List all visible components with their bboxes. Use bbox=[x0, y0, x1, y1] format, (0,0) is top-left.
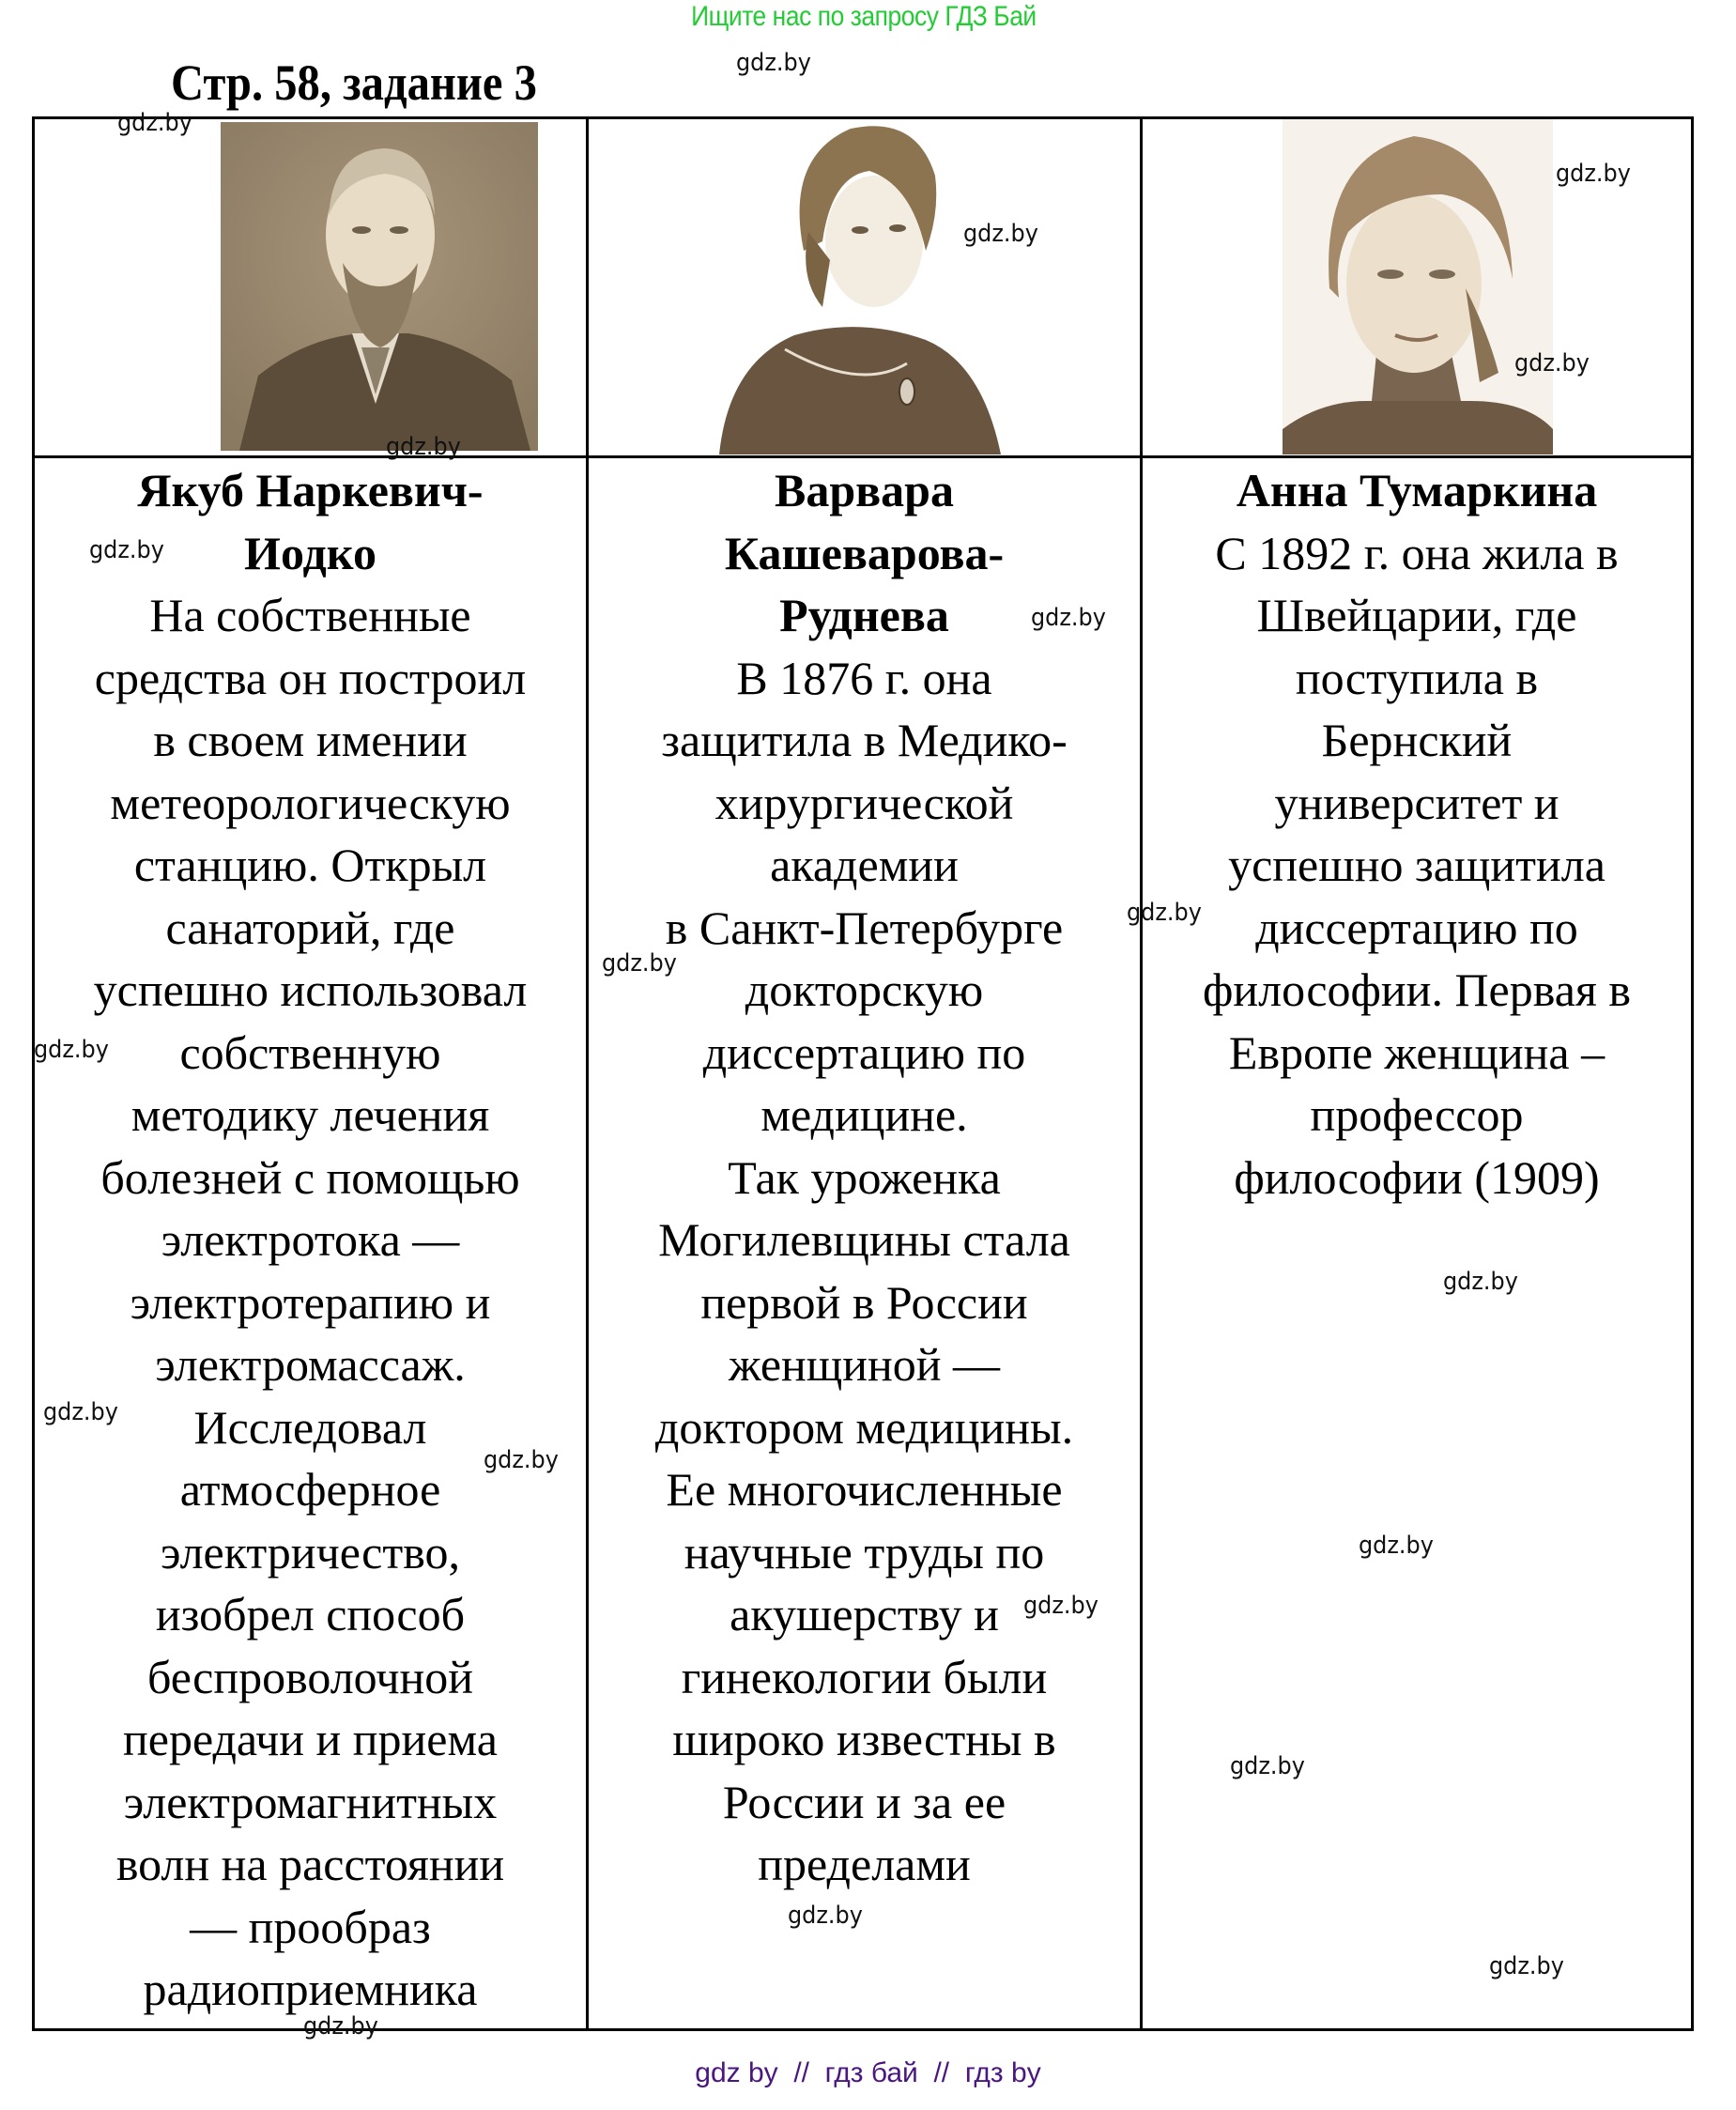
promo-banner bbox=[0, 0, 1736, 34]
portrait-photo-3 bbox=[1283, 119, 1553, 454]
watermark: gdz.by bbox=[1031, 604, 1106, 632]
watermark: gdz.by bbox=[1127, 899, 1202, 927]
bio-line: электричество, bbox=[161, 1525, 460, 1579]
bio-line: волн на расстоянии bbox=[115, 1838, 505, 1890]
portrait-young-woman-image bbox=[1283, 119, 1553, 454]
bio-line: В 1876 г. она bbox=[736, 651, 992, 704]
watermark: gdz.by bbox=[1556, 160, 1631, 188]
bio-line: научные труды по bbox=[684, 1525, 1045, 1579]
bio-line: университет и bbox=[1274, 776, 1559, 829]
bio-line: докторскую bbox=[745, 963, 984, 1016]
watermark: gdz.by bbox=[117, 109, 192, 137]
bio-line: медицине. bbox=[760, 1088, 968, 1141]
bio-line: На собственные bbox=[149, 589, 471, 641]
bio-line: станцию. Открыл bbox=[133, 839, 487, 891]
watermark: gdz.by bbox=[1514, 349, 1590, 377]
watermark: gdz.by bbox=[43, 1398, 118, 1426]
watermark: gdz.by bbox=[34, 1036, 109, 1064]
bio-line: Могилевщины стала bbox=[658, 1213, 1070, 1266]
bio-line: беспроволочной bbox=[146, 1650, 474, 1703]
watermark: gdz.by bbox=[89, 536, 164, 564]
bio-line: радиоприемника bbox=[143, 1963, 478, 2015]
bio-line: санаторий, где bbox=[165, 901, 455, 954]
bio-line: гинекологии были bbox=[681, 1650, 1048, 1703]
bio-line: профессор bbox=[1310, 1088, 1524, 1141]
bio-line: философии. Первая в bbox=[1202, 963, 1631, 1016]
bio-line: в Санкт-Петербурге bbox=[665, 901, 1064, 954]
bio-line: успешно защитила bbox=[1228, 839, 1605, 891]
bio-line: Бернский bbox=[1321, 714, 1513, 766]
watermark: gdz.by bbox=[736, 49, 811, 77]
person-name-line: Кашеварова- bbox=[724, 526, 1005, 579]
bio-line: поступила в bbox=[1295, 651, 1539, 704]
bio-line: собственную bbox=[179, 1025, 441, 1079]
bio-line: С 1892 г. она жила в bbox=[1215, 526, 1619, 579]
bio-line: пределами bbox=[758, 1838, 971, 1890]
bio-line: успешно использовал bbox=[93, 963, 528, 1016]
bio-line: женщиной — bbox=[728, 1338, 1001, 1391]
bio-line: широко известны в bbox=[672, 1713, 1056, 1765]
portrait-photo-1 bbox=[221, 122, 538, 451]
biography-cell-1 bbox=[35, 459, 586, 2028]
watermark: gdz.by bbox=[1023, 1592, 1098, 1620]
bio-line: метеорологическую bbox=[110, 776, 511, 829]
bio-line: изобрел способ bbox=[155, 1588, 466, 1640]
person-name-line: Якуб Наркевич- bbox=[137, 464, 484, 516]
row-divider bbox=[35, 455, 1691, 458]
watermark: gdz.by bbox=[963, 220, 1038, 248]
bio-line: акушерству и bbox=[730, 1588, 999, 1640]
biography-table bbox=[32, 116, 1694, 2031]
watermark: gdz.by bbox=[386, 433, 461, 461]
bio-line: болезней с помощью bbox=[100, 1150, 520, 1204]
watermark: gdz.by bbox=[602, 949, 677, 978]
biography-cell-2 bbox=[589, 459, 1140, 2028]
footer-links: gdz by // гдз бай // гдз by bbox=[695, 2057, 1041, 2088]
watermark: gdz.by bbox=[1230, 1752, 1305, 1780]
biography-cell-3 bbox=[1143, 459, 1691, 2028]
bio-line: диссертацию по bbox=[702, 1025, 1026, 1079]
bio-line: Швейцарии, где bbox=[1256, 589, 1577, 641]
bio-line: академии bbox=[770, 839, 959, 891]
bio-line: электромассаж. bbox=[155, 1338, 466, 1391]
page-title: Стр. 58, задание 3 bbox=[171, 54, 537, 111]
person-name-line: Варвара bbox=[775, 464, 954, 516]
watermark: gdz.by bbox=[1359, 1532, 1434, 1560]
watermark: gdz.by bbox=[484, 1446, 559, 1474]
watermark: gdz.by bbox=[1443, 1268, 1518, 1296]
bio-line: средства он построил bbox=[94, 651, 527, 704]
person-name-line: Иодко bbox=[244, 526, 376, 579]
bio-line: атмосферное bbox=[179, 1463, 441, 1516]
bio-line: передачи и приема bbox=[123, 1713, 498, 1765]
bio-line: философии (1909) bbox=[1234, 1150, 1600, 1204]
promo-text: Ищите нас по запросу ГДЗ Бай bbox=[690, 1, 1037, 32]
bio-line: первой в России bbox=[700, 1275, 1028, 1329]
bio-line: Европе женщина – bbox=[1228, 1025, 1605, 1079]
bio-line: Ее многочисленные bbox=[666, 1463, 1063, 1516]
person-name-line: Руднева bbox=[779, 589, 949, 641]
bio-line: доктором медицины. bbox=[654, 1400, 1074, 1454]
bio-line: диссертацию по bbox=[1255, 901, 1578, 954]
bio-line: в своем имении bbox=[153, 714, 468, 766]
bio-line: защитила в Медико- bbox=[661, 714, 1068, 766]
watermark: gdz.by bbox=[1489, 1952, 1564, 1980]
portrait-man-image bbox=[221, 122, 538, 451]
bio-line: России и за ее bbox=[722, 1775, 1006, 1828]
bio-line: электротерапию и bbox=[130, 1275, 491, 1329]
bio-line: — прообраз bbox=[190, 1900, 431, 1953]
bio-line: Так уроженка bbox=[728, 1150, 1001, 1204]
bio-line: Исследовал bbox=[193, 1400, 427, 1454]
portrait-photo-2 bbox=[719, 119, 1001, 454]
bio-line: методику лечения bbox=[131, 1088, 490, 1141]
person-name-line: Анна Тумаркина bbox=[1236, 464, 1598, 516]
watermark: gdz.by bbox=[303, 2012, 378, 2041]
watermark: gdz.by bbox=[788, 1902, 863, 1930]
bio-line: хирургической bbox=[714, 776, 1014, 829]
portrait-woman-engraving-image bbox=[719, 119, 1001, 454]
bio-line: электротока — bbox=[161, 1213, 460, 1266]
bio-line: электромагнитных bbox=[123, 1775, 498, 1828]
